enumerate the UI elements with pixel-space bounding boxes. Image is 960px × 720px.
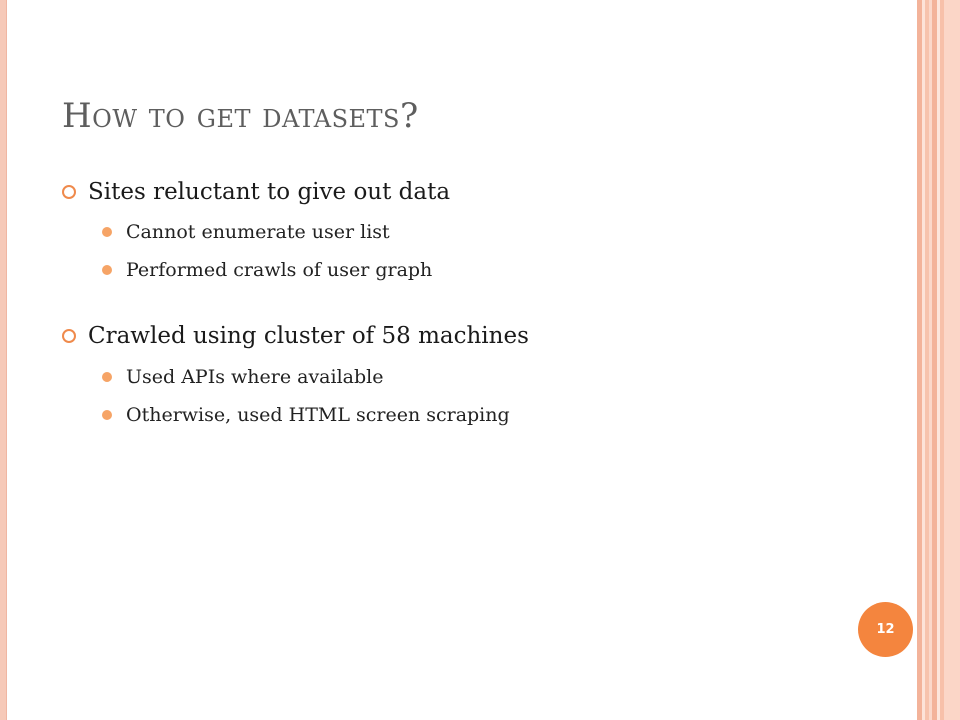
page-number-badge: 12 bbox=[858, 602, 913, 657]
bullet-text: Sites reluctant to give out data bbox=[88, 179, 451, 205]
sub-bullet-text: Cannot enumerate user list bbox=[126, 221, 390, 243]
slide-title: How to get datasets? bbox=[62, 96, 419, 136]
sub-bullet-text: Performed crawls of user graph bbox=[126, 259, 433, 281]
filled-circle-bullet-icon bbox=[102, 410, 112, 420]
bullet-item bbox=[62, 320, 902, 352]
sub-bullet-item bbox=[62, 257, 902, 283]
sub-bullet-text: Otherwise, used HTML screen scraping bbox=[126, 404, 510, 426]
sub-bullet-item bbox=[62, 364, 902, 390]
sub-bullet-text: Used APIs where available bbox=[126, 366, 384, 388]
bullet-group bbox=[62, 320, 902, 428]
left-border-decoration bbox=[0, 0, 7, 720]
bullet-item bbox=[62, 176, 902, 208]
bullet-group bbox=[62, 176, 902, 283]
right-stripe-decoration bbox=[944, 0, 960, 720]
hollow-circle-bullet-icon bbox=[62, 329, 76, 343]
sub-bullet-item bbox=[62, 402, 902, 428]
sub-bullet-item bbox=[62, 219, 902, 245]
bullet-list bbox=[62, 176, 902, 428]
filled-circle-bullet-icon bbox=[102, 265, 112, 275]
hollow-circle-bullet-icon bbox=[62, 185, 76, 199]
filled-circle-bullet-icon bbox=[102, 372, 112, 382]
filled-circle-bullet-icon bbox=[102, 227, 112, 237]
bullet-text: Crawled using cluster of 58 machines bbox=[88, 323, 529, 349]
